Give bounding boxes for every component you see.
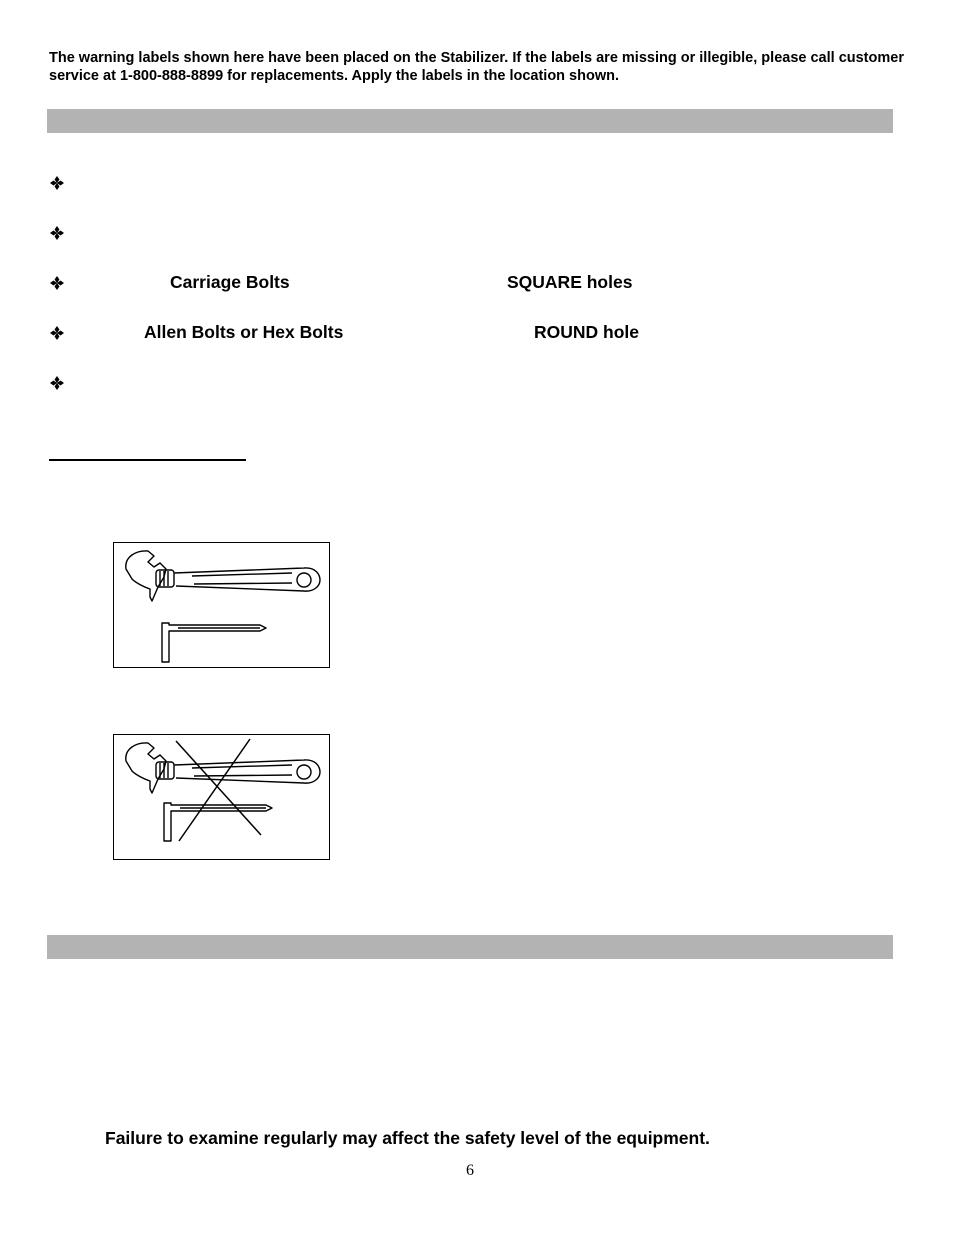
- section-header-band: [47, 109, 893, 133]
- round-hole-label: ROUND hole: [534, 322, 639, 342]
- allen-key-icon: [164, 803, 272, 841]
- intro-paragraph: The warning labels shown here have been placed on the Stabilizer. If the labels are missing or illegible, please call customer service at 1-800-888-8899 for replacements. Apply the labels in the location shown.: [49, 50, 904, 84]
- diamond-bullet-icon: [50, 226, 64, 240]
- diamond-bullet-icon: [50, 176, 64, 190]
- page-number: 6: [466, 1162, 474, 1179]
- subsection-underline: [49, 459, 246, 461]
- cross-out-icon: [176, 739, 261, 841]
- allen-key-icon: [162, 623, 266, 662]
- adjustable-wrench-icon: [126, 743, 320, 793]
- carriage-bolts-label: Carriage Bolts: [170, 272, 290, 292]
- square-holes-label: SQUARE holes: [507, 272, 633, 292]
- allen-hex-bolts-label: Allen Bolts or Hex Bolts: [144, 322, 344, 342]
- adjustable-wrench-icon: [126, 551, 320, 601]
- inspection-warning-note: Failure to examine regularly may affect the safety level of the equipment.: [105, 1128, 710, 1148]
- diamond-bullet-icon: [50, 326, 64, 340]
- section-header-band: [47, 935, 893, 959]
- diamond-bullet-icon: [50, 376, 64, 390]
- incorrect-tools-figure: [113, 734, 330, 860]
- correct-tools-figure: [113, 542, 330, 668]
- diamond-bullet-icon: [50, 276, 64, 290]
